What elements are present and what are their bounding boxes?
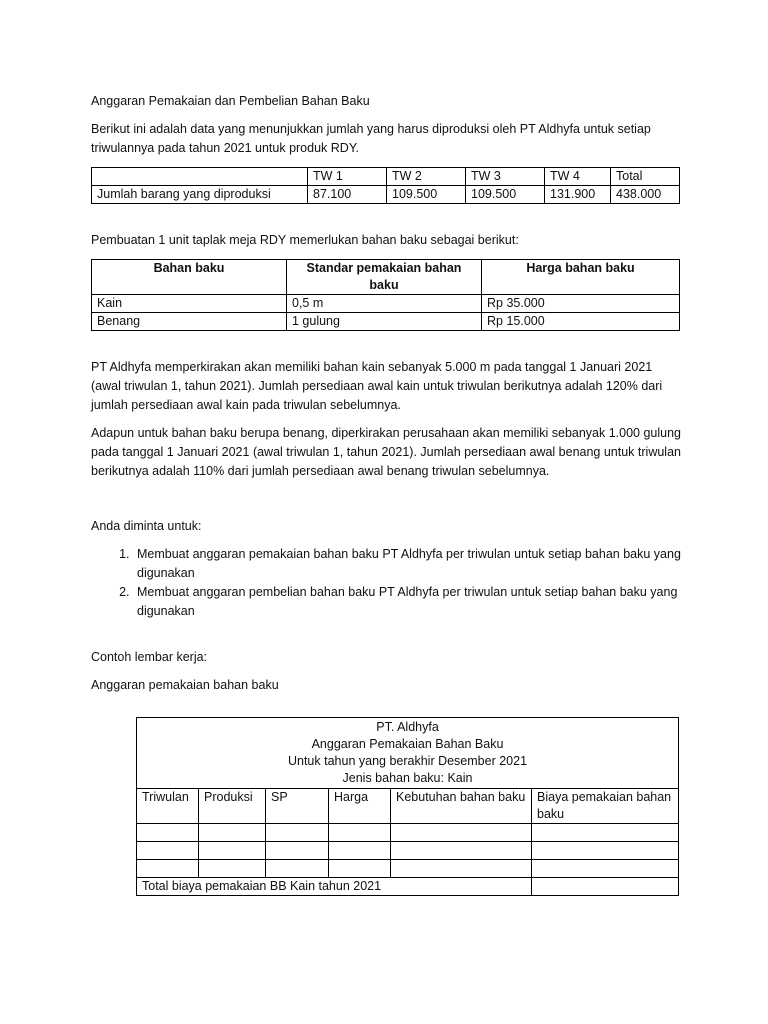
worksheet-column-header: Biaya pemakaian bahan baku bbox=[532, 789, 679, 824]
worksheet-empty-cell bbox=[391, 860, 532, 878]
worksheet-total-value bbox=[532, 878, 679, 896]
worksheet-empty-cell bbox=[137, 824, 199, 842]
task-item: 2. Membuat anggaran pembelian bahan baku PT Aldhyfa per triwulan untuk setiap bahan baku yang digunakan bbox=[133, 583, 681, 621]
worksheet-column-header: Produksi bbox=[199, 789, 266, 824]
materials-cell: Kain bbox=[92, 295, 287, 313]
paragraph-kain: PT Aldhyfa memperkirakan akan memiliki bahan kain sebanyak 5.000 m pada tanggal 1 Januari 2021 (awal triwulan 1, tahun 2021). Jumlah persediaan awal kain untuk triwulan berikutnya adalah 120% dari jumlah persediaan awal kain pada triwulan sebelumnya. bbox=[91, 360, 663, 412]
worksheet-material: Jenis bahan baku: Kain bbox=[342, 771, 473, 785]
worksheet-empty-cell bbox=[329, 824, 391, 842]
materials-table-row bbox=[92, 313, 680, 331]
document-heading: Anggaran Pemakaian dan Pembelian Bahan Baku bbox=[91, 94, 370, 108]
production-table-header bbox=[92, 168, 680, 186]
task-intro: Anda diminta untuk: bbox=[91, 519, 202, 533]
worksheet-empty-cell bbox=[266, 860, 329, 878]
materials-table-header bbox=[92, 260, 680, 295]
worksheet-empty-cell bbox=[137, 860, 199, 878]
production-cell: 87.100 bbox=[308, 186, 387, 204]
worksheet-empty-cell bbox=[532, 824, 679, 842]
worksheet-column-header-row bbox=[137, 789, 679, 824]
materials-table bbox=[91, 259, 680, 331]
materials-cell: Benang bbox=[92, 313, 287, 331]
production-table bbox=[91, 167, 680, 204]
intro-paragraph: Berikut ini adalah data yang menunjukkan jumlah yang harus diproduksi oleh PT Aldhyfa untuk setiap triwulannya pada tahun 2021 untuk produk RDY. bbox=[91, 122, 651, 155]
worksheet-total-label: Total biaya pemakaian BB Kain tahun 2021 bbox=[137, 878, 532, 896]
worksheet-total-row bbox=[137, 878, 679, 896]
worksheet-title: Anggaran Pemakaian Bahan Baku bbox=[311, 737, 504, 751]
worksheet-empty-row bbox=[137, 860, 679, 878]
worksheet-title-row bbox=[137, 718, 679, 789]
worksheet-table bbox=[136, 717, 679, 896]
materials-table-row bbox=[92, 295, 680, 313]
worksheet-label: Contoh lembar kerja: bbox=[91, 650, 208, 664]
materials-cell: Rp 15.000 bbox=[482, 313, 680, 331]
paragraph-benang: Adapun untuk bahan baku berupa benang, diperkirakan perusahaan akan memiliki sebanyak 1.000 gulung pada tanggal 1 Januari 2021 (awal triwulan 1, tahun 2021). Jumlah persediaan awal benang untuk triwulan berikutnya adalah 110% dari jumlah persediaan awal benang triwulan sebelumnya. bbox=[91, 426, 682, 478]
worksheet-empty-cell bbox=[391, 842, 532, 860]
worksheet-empty-cell bbox=[266, 842, 329, 860]
task-item: 1. Membuat anggaran pemakaian bahan baku PT Aldhyfa per triwulan untuk setiap bahan baku yang digunakan bbox=[133, 545, 681, 583]
worksheet-empty-cell bbox=[199, 842, 266, 860]
worksheet-empty-cell bbox=[532, 842, 679, 860]
production-header-cell bbox=[92, 168, 308, 186]
worksheet-empty-cell bbox=[329, 842, 391, 860]
document-page bbox=[91, 92, 681, 896]
production-cell: 438.000 bbox=[611, 186, 680, 204]
materials-cell: Rp 35.000 bbox=[482, 295, 680, 313]
worksheet-empty-cell bbox=[199, 860, 266, 878]
materials-header-cell: Bahan baku bbox=[92, 260, 287, 295]
worksheet-period: Untuk tahun yang berakhir Desember 2021 bbox=[287, 754, 528, 768]
worksheet-company: PT. Aldhyfa bbox=[376, 720, 439, 734]
worksheet-column-header: Harga bbox=[329, 789, 391, 824]
production-cell: 109.500 bbox=[466, 186, 545, 204]
worksheet-title-block bbox=[137, 718, 679, 789]
production-header-cell: TW 4 bbox=[545, 168, 611, 186]
production-header-cell: TW 2 bbox=[387, 168, 466, 186]
worksheet-empty-row bbox=[137, 842, 679, 860]
production-cell: 109.500 bbox=[387, 186, 466, 204]
worksheet-column-header: Kebutuhan bahan baku bbox=[391, 789, 532, 824]
worksheet-empty-cell bbox=[137, 842, 199, 860]
worksheet-empty-cell bbox=[266, 824, 329, 842]
materials-cell: 0,5 m bbox=[287, 295, 482, 313]
materials-cell: 1 gulung bbox=[287, 313, 482, 331]
production-header-cell: TW 3 bbox=[466, 168, 545, 186]
worksheet-subtitle: Anggaran pemakaian bahan baku bbox=[91, 678, 279, 692]
materials-intro: Pembuatan 1 unit taplak meja RDY memerlukan bahan baku sebagai berikut: bbox=[91, 233, 519, 247]
production-table-row bbox=[92, 186, 680, 204]
materials-header-cell: Standar pemakaian bahan baku bbox=[287, 260, 482, 295]
task-list bbox=[91, 545, 681, 621]
worksheet-column-header: Triwulan bbox=[137, 789, 199, 824]
materials-header-cell: Harga bahan baku bbox=[482, 260, 680, 295]
production-cell: 131.900 bbox=[545, 186, 611, 204]
worksheet-empty-cell bbox=[532, 860, 679, 878]
production-cell: Jumlah barang yang diproduksi bbox=[92, 186, 308, 204]
worksheet-column-header: SP bbox=[266, 789, 329, 824]
production-header-cell: TW 1 bbox=[308, 168, 387, 186]
worksheet-empty-cell bbox=[391, 824, 532, 842]
worksheet-empty-cell bbox=[199, 824, 266, 842]
worksheet-empty-row bbox=[137, 824, 679, 842]
production-header-cell: Total bbox=[611, 168, 680, 186]
worksheet-empty-cell bbox=[329, 860, 391, 878]
